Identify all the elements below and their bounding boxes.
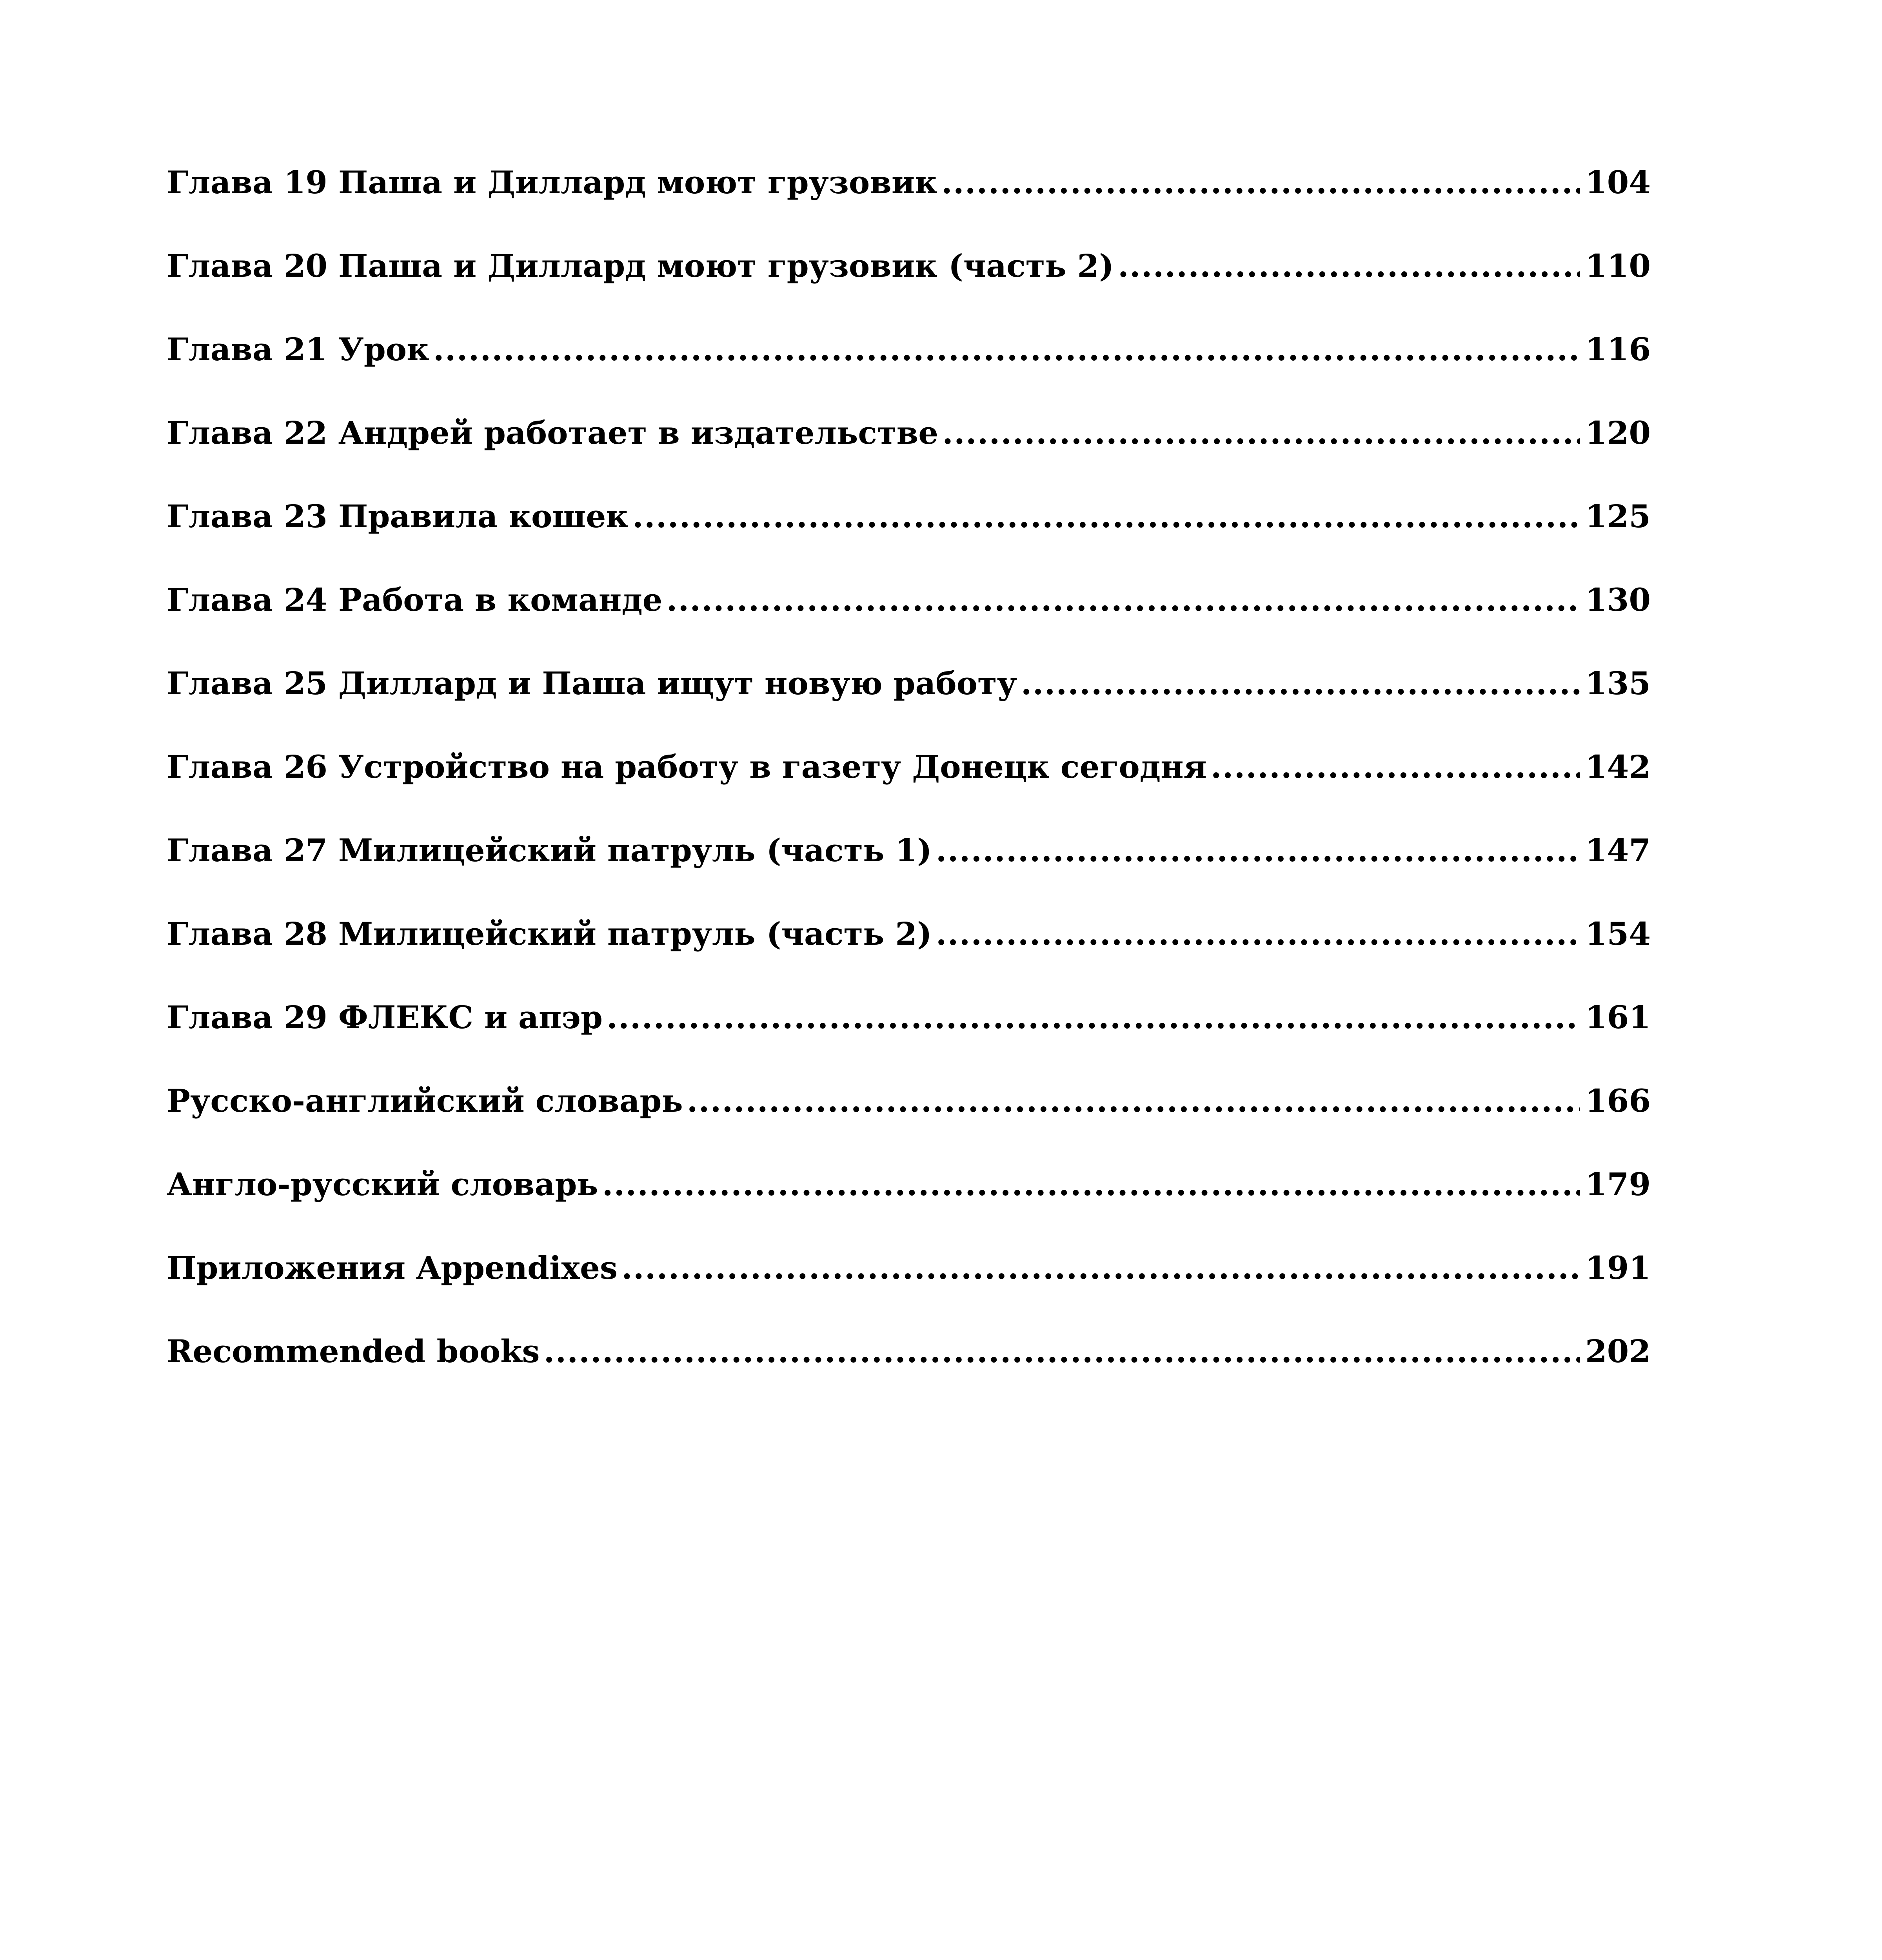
toc-dot-leader: [632, 501, 1580, 532]
toc-entry: [167, 832, 1651, 918]
toc-entry: [167, 1249, 1651, 1336]
toc-entry: [167, 748, 1651, 835]
toc-entry-title: Глава 24 Работа в команде: [167, 581, 663, 618]
toc-entry: [167, 1166, 1651, 1252]
toc-entry-page: 104: [1585, 164, 1651, 201]
toc-dot-leader: [621, 1252, 1580, 1283]
toc-entry: [167, 915, 1651, 1002]
toc-entry: [167, 1082, 1651, 1169]
toc-entry-page: 130: [1585, 581, 1651, 618]
toc-entry-title: Глава 21 Урок: [167, 331, 429, 368]
toc-entry-title: Англо-русский словарь: [167, 1166, 598, 1203]
toc-entry: [167, 164, 1651, 250]
toc-entry-page: 120: [1585, 414, 1651, 451]
toc-dot-leader: [602, 1169, 1580, 1200]
toc-entry-title: Глава 25 Диллард и Паша ищут новую работу: [167, 665, 1017, 702]
toc-entry-page: 125: [1585, 498, 1651, 535]
toc-dot-leader: [1211, 751, 1580, 782]
toc-dot-leader: [941, 167, 1580, 198]
toc-entry-title: Приложения Appendixes: [167, 1249, 618, 1286]
toc-entry-title: Глава 28 Милицейский патруль (часть 2): [167, 915, 932, 952]
toc-entry-title: Глава 22 Андрей работает в издательстве: [167, 414, 939, 451]
toc-dot-leader: [1021, 668, 1580, 699]
toc-entry-title: Глава 23 Правила кошек: [167, 498, 629, 535]
toc-entry-page: 110: [1585, 247, 1651, 284]
toc-entry-page: 191: [1585, 1249, 1651, 1286]
toc-entry: [167, 498, 1651, 584]
toc-entry-title: Глава 27 Милицейский патруль (часть 1): [167, 832, 932, 869]
toc-entry-title: Глава 20 Паша и Диллард моют грузовик (часть 2): [167, 247, 1114, 284]
toc-entry-title: Глава 26 Устройство на работу в газету Донецк сегодня: [167, 748, 1207, 785]
toc-dot-leader: [942, 417, 1580, 448]
toc-entry: [167, 581, 1651, 668]
toc-dot-leader: [667, 584, 1580, 615]
toc-entry-page: 135: [1585, 665, 1651, 702]
toc-dot-leader: [1118, 250, 1580, 281]
toc-entry-title: Recommended books: [167, 1333, 540, 1370]
toc-dot-leader: [687, 1085, 1580, 1116]
toc-dot-leader: [607, 1002, 1580, 1033]
toc-entry: [167, 999, 1651, 1085]
toc-dot-leader: [936, 835, 1580, 866]
toc-dot-leader: [936, 918, 1580, 949]
toc-entry: [167, 665, 1651, 751]
toc-entry: [167, 247, 1651, 334]
toc-entry-page: 161: [1585, 999, 1651, 1036]
toc-entry-title: Глава 19 Паша и Диллард моют грузовик: [167, 164, 937, 201]
toc-entry-page: 166: [1585, 1082, 1651, 1119]
toc-entry-page: 179: [1585, 1166, 1651, 1203]
toc-dot-leader: [544, 1336, 1580, 1367]
toc-entry-page: 116: [1585, 331, 1651, 368]
toc-entry-page: 202: [1585, 1333, 1651, 1370]
toc-entry-page: 147: [1585, 832, 1651, 869]
toc-entry: [167, 331, 1651, 417]
toc-entry-title: Русско-английский словарь: [167, 1082, 683, 1119]
toc-entry-page: 154: [1585, 915, 1651, 952]
toc-dot-leader: [433, 334, 1580, 365]
toc-entry: [167, 414, 1651, 501]
table-of-contents: [167, 164, 1651, 1419]
toc-entry-title: Глава 29 ФЛЕКС и апэр: [167, 999, 603, 1036]
toc-entry-page: 142: [1585, 748, 1651, 785]
toc-entry: [167, 1333, 1651, 1419]
